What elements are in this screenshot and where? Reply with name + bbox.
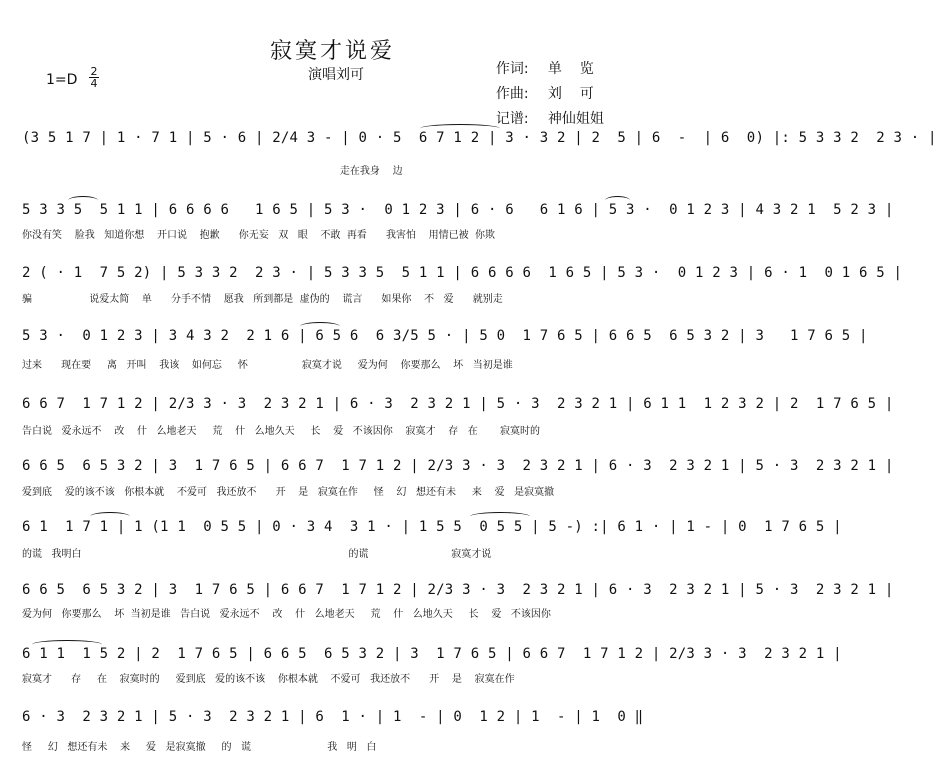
system-8-notes: 6 6 5 6 5 3 2 | 3 1 7 6 5 | 6 6 7 1 7 1 2 | 2/3 3 · 3 2 3 2 1 | 6 · 3 2 3 2 1 | 5 · 3 2 3 2 1 | bbox=[22, 582, 894, 598]
tie-mark bbox=[420, 124, 500, 133]
system-3-lyrics: 骗 说爱太简 单 分手不情 愿我 所到都是 虚伪的 谎言 如果你 不 爱 就别走 bbox=[22, 294, 503, 305]
system-5-notes: 6 6 7 1 7 1 2 | 2/3 3 · 3 2 3 2 1 | 6 · 3 2 3 2 1 | 5 · 3 2 3 2 1 | 6 1 1 1 2 3 2 | 2 1 7 6 5 | bbox=[22, 396, 894, 412]
system-9-lyrics: 寂寞才 存 在 寂寞时的 爱到底 爱的该不该 你根本就 不爱可 我还放不 开 是 寂寞在作 bbox=[22, 674, 515, 685]
system-6-lyrics: 爱到底 爱的该不该 你根本就 不爱可 我还放不 开 是 寂寞在作 怪 幻 想还有未 来 爱 是寂寞撤 bbox=[22, 487, 555, 498]
tie-mark bbox=[32, 640, 102, 649]
credit-value: 神仙姐姐 bbox=[547, 111, 604, 127]
singer-line: 演唱刘可 bbox=[308, 67, 364, 83]
credit-value: 单 览 bbox=[547, 61, 594, 77]
tie-mark bbox=[300, 322, 340, 331]
credit-value: 刘 可 bbox=[547, 86, 594, 102]
credit-label: 作词: bbox=[495, 61, 529, 77]
system-6-notes: 6 6 5 6 5 3 2 | 3 1 7 6 5 | 6 6 7 1 7 1 2 | 2/3 3 · 3 2 3 2 1 | 6 · 3 2 3 2 1 | 5 · 3 2 3 2 1 | bbox=[22, 458, 894, 474]
system-1-lyrics: 走在我身 边 bbox=[22, 166, 403, 177]
credit-label: 记谱: bbox=[495, 111, 529, 127]
system-7-lyrics: 的谎 我明白 的谎 寂寞才说 bbox=[22, 549, 492, 560]
system-10-notes: 6 · 3 2 3 2 1 | 5 · 3 2 3 2 1 | 6 1 · | 1 - | 0 1 2 | 1 - | 1 0 ‖ bbox=[22, 709, 644, 725]
system-8-lyrics: 爱为何 你要那么 坏 当初是谁 告白说 爱永远不 改 什 么地老天 荒 什 么地久天 长 爱 不该因你 bbox=[22, 609, 551, 620]
tie-mark bbox=[90, 512, 130, 521]
system-2-notes: 5 3 3 5 5 1 1 | 6 6 6 6 1 6 5 | 5 3 · 0 1 2 3 | 6 · 6 6 1 6 | 5 3 · 0 1 2 3 | 4 3 2 1 5 2 3 | bbox=[22, 202, 894, 218]
system-1-notes: (3 5 1 7 | 1 · 7 1 | 5 · 6 | 2/4 3 - | 0 · 5 6 7 1 2 | 3 · 3 2 | 2 5 | 6 - | 6 0) |: 5 3 3 2 2 3 · | bbox=[22, 130, 937, 146]
system-10-lyrics: 怪 幻 想还有未 来 爱 是寂寞撤 的 谎 我 明 白 bbox=[22, 742, 377, 753]
tie-mark bbox=[68, 196, 98, 205]
system-5-lyrics: 告白说 爱永远不 改 什 么地老天 荒 什 么地久天 长 爱 不该因你 寂寞才 存 在 寂寞时的 bbox=[22, 426, 541, 437]
key-signature: 1=D bbox=[46, 72, 78, 88]
meter-top: 2 bbox=[90, 65, 98, 78]
song-title: 寂寞才说爱 bbox=[270, 39, 396, 64]
time-signature bbox=[89, 66, 99, 89]
system-4-lyrics: 过来 现在要 离 开叫 我该 如何忘 怀 寂寞才说 爱为何 你要那么 坏 当初是谁 bbox=[22, 360, 513, 371]
system-7-notes: 6 1 1 7 1 | 1 (1 1 0 5 5 | 0 · 3 4 3 1 · | 1 5 5 0 5 5 | 5 -) :| 6 1 · | 1 - | 0 1 7 6 5 | bbox=[22, 519, 842, 535]
credit-label: 作曲: bbox=[495, 86, 529, 102]
tie-mark bbox=[605, 196, 630, 205]
system-3-notes: 2 ( · 1 7 5 2) | 5 3 3 2 2 3 · | 5 3 3 5 5 1 1 | 6 6 6 6 1 6 5 | 5 3 · 0 1 2 3 | 6 · 1 0 1 6 5 | bbox=[22, 265, 903, 281]
tie-mark bbox=[470, 512, 530, 521]
system-4-notes: 5 3 · 0 1 2 3 | 3 4 3 2 2 1 6 | 6 5 6 6 3/5 5 · | 5 0 1 7 6 5 | 6 6 5 6 5 3 2 | 3 1 7 6 5 | bbox=[22, 328, 868, 344]
credit-transcriber bbox=[487, 92, 604, 128]
system-9-notes: 6 1 1 1 5 2 | 2 1 7 6 5 | 6 6 5 6 5 3 2 | 3 1 7 6 5 | 6 6 7 1 7 1 2 | 2/3 3 · 3 2 3 2 1 | bbox=[22, 646, 842, 662]
system-2-lyrics: 你没有笑 脸我 知道你想 开口说 抱歉 你无妄 双 眼 不敢 再看 我害怕 用情已被 你欺 bbox=[22, 230, 496, 241]
meter-bottom: 4 bbox=[90, 77, 98, 90]
